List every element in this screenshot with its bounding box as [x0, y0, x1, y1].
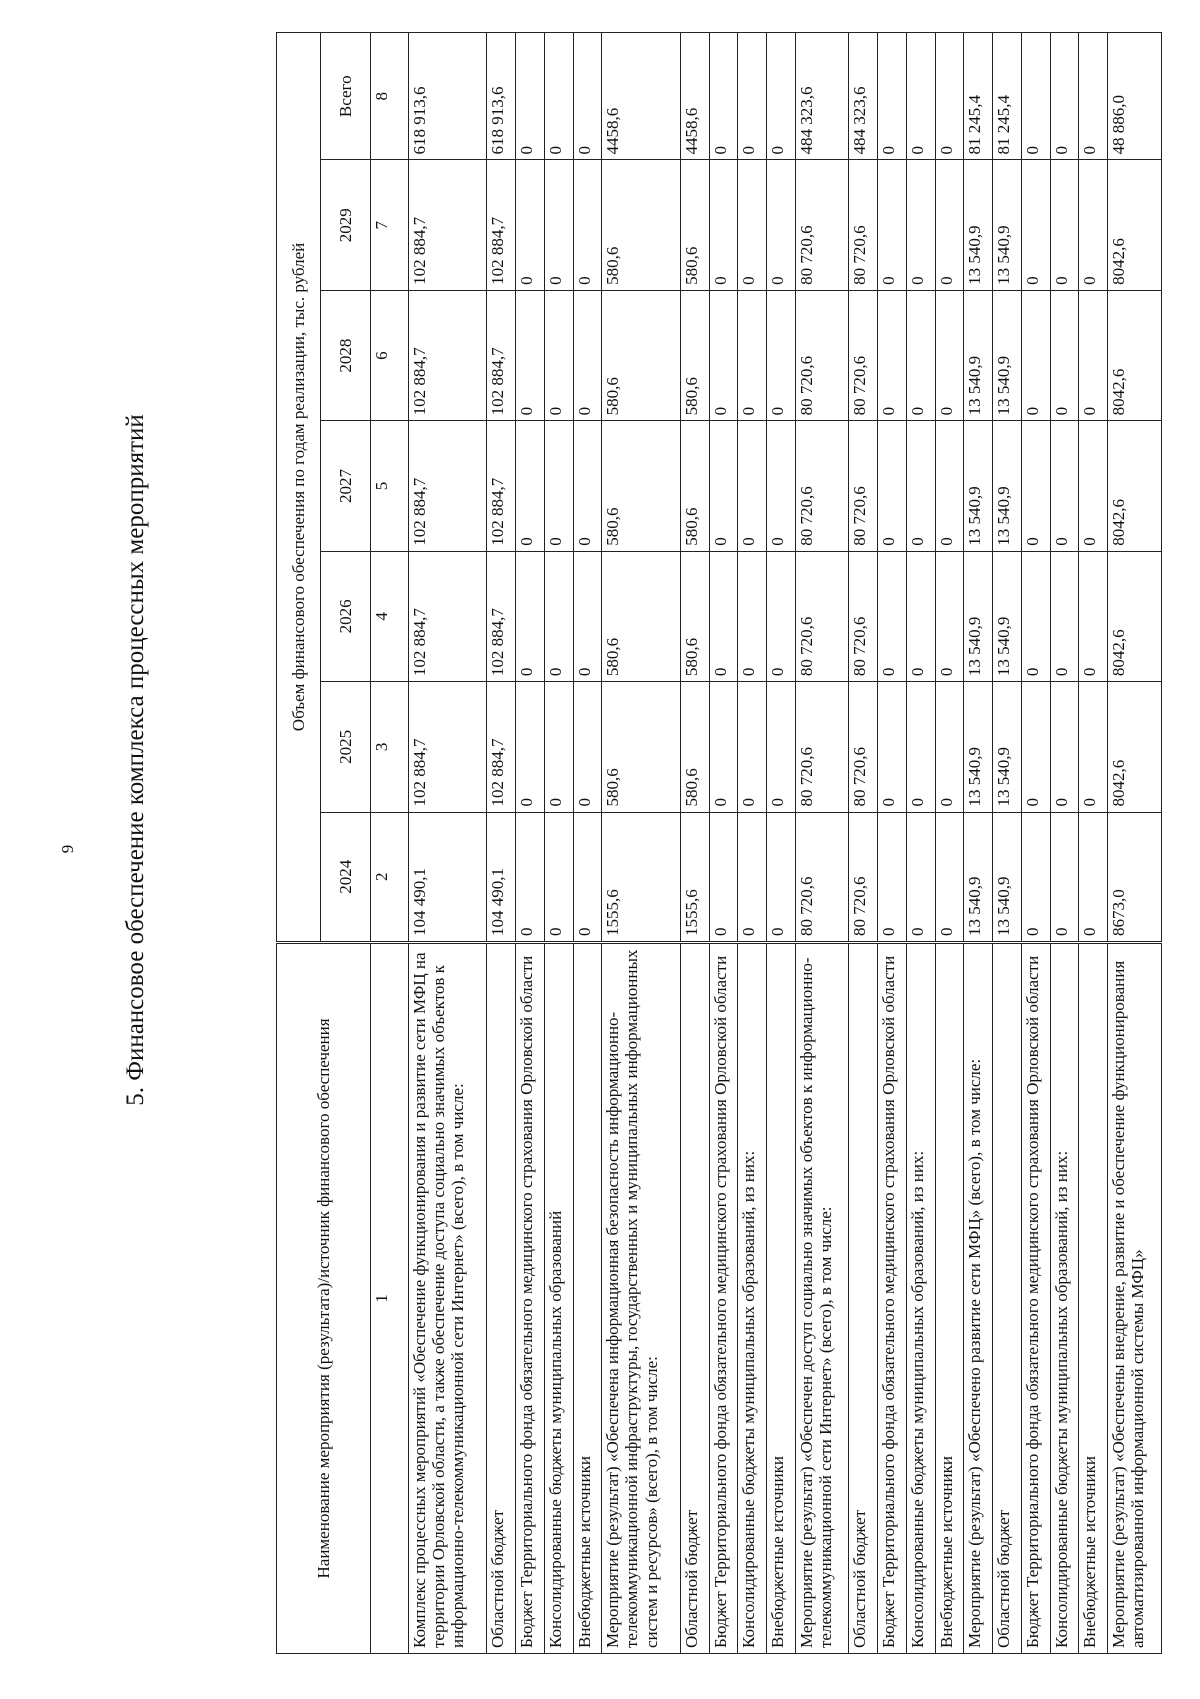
- table-row: [1021, 33, 1050, 1654]
- row-name: Мероприятие (результат) «Обеспечена информационная безопасность информационно-телекоммуникационной инфраструктуры, государственных и муниципальных информационных систем и ресурсов» (всего), в том числе:: [602, 942, 680, 1653]
- row-year-value: 102 884,7: [409, 160, 487, 290]
- row-total-value: 81 245,4: [964, 33, 993, 161]
- table-row: [878, 33, 907, 1654]
- header-year: 2027: [321, 421, 371, 551]
- row-year-value: 0: [1050, 682, 1079, 812]
- rotated-table-frame: [276, 32, 1162, 1654]
- row-name: Областной бюджет: [487, 942, 516, 1653]
- row-year-value: 13 540,9: [993, 421, 1022, 551]
- row-year-value: 0: [544, 551, 573, 681]
- row-year-value: 0: [935, 421, 964, 551]
- row-year-value: 0: [1079, 812, 1108, 942]
- row-year-value: 1555,6: [602, 812, 680, 942]
- row-year-value: 13 540,9: [964, 160, 993, 290]
- row-year-value: 0: [878, 421, 907, 551]
- row-year-value: 80 720,6: [849, 421, 878, 551]
- row-total-value: 0: [878, 33, 907, 161]
- row-year-value: 102 884,7: [409, 290, 487, 420]
- row-year-value: 80 720,6: [795, 290, 849, 420]
- row-year-value: 102 884,7: [409, 682, 487, 812]
- row-year-value: 102 884,7: [487, 290, 516, 420]
- row-total-value: 484 323,6: [849, 33, 878, 161]
- row-year-value: 0: [935, 812, 964, 942]
- row-year-value: 0: [767, 551, 796, 681]
- row-year-value: 0: [738, 290, 767, 420]
- row-year-value: 0: [516, 682, 545, 812]
- row-total-value: 0: [935, 33, 964, 161]
- row-year-value: 0: [709, 421, 738, 551]
- row-year-value: 80 720,6: [795, 160, 849, 290]
- row-year-value: 0: [1079, 160, 1108, 290]
- row-year-value: 0: [1050, 551, 1079, 681]
- row-total-value: 0: [1079, 33, 1108, 161]
- row-year-value: 0: [573, 160, 602, 290]
- row-name: Консолидированные бюджеты муниципальных образований, из них:: [906, 942, 935, 1653]
- row-year-value: 102 884,7: [409, 421, 487, 551]
- row-name: Областной бюджет: [993, 942, 1022, 1653]
- row-year-value: 8042,6: [1108, 682, 1162, 812]
- row-year-value: 0: [906, 682, 935, 812]
- row-year-value: 80 720,6: [795, 682, 849, 812]
- row-year-value: 0: [878, 682, 907, 812]
- row-year-value: 0: [573, 812, 602, 942]
- row-year-value: 80 720,6: [849, 160, 878, 290]
- row-name: Бюджет Территориального фонда обязательного медицинского страхования Орловской области: [709, 942, 738, 1653]
- row-year-value: 0: [906, 421, 935, 551]
- row-year-value: 13 540,9: [993, 682, 1022, 812]
- row-year-value: 580,6: [680, 160, 709, 290]
- row-year-value: 0: [516, 160, 545, 290]
- row-total-value: 0: [906, 33, 935, 161]
- row-total-value: 0: [738, 33, 767, 161]
- row-name: Бюджет Территориального фонда обязательного медицинского страхования Орловской области: [516, 942, 545, 1653]
- column-number: 6: [371, 290, 409, 420]
- row-total-value: 48 886,0: [1108, 33, 1162, 161]
- row-year-value: 0: [935, 682, 964, 812]
- row-year-value: 580,6: [602, 290, 680, 420]
- row-year-value: 80 720,6: [795, 421, 849, 551]
- row-year-value: 0: [544, 290, 573, 420]
- row-year-value: 0: [1021, 421, 1050, 551]
- table-row: [1108, 33, 1162, 1654]
- row-year-value: 580,6: [680, 551, 709, 681]
- row-year-value: 0: [1021, 290, 1050, 420]
- row-year-value: 0: [767, 160, 796, 290]
- row-year-value: 102 884,7: [487, 682, 516, 812]
- row-year-value: 0: [544, 682, 573, 812]
- row-year-value: 0: [544, 812, 573, 942]
- row-year-value: 0: [767, 682, 796, 812]
- row-year-value: 13 540,9: [993, 812, 1022, 942]
- row-year-value: 0: [767, 421, 796, 551]
- header-year: 2026: [321, 551, 371, 681]
- row-name: Консолидированные бюджеты муниципальных образований: [544, 942, 573, 1653]
- row-year-value: 0: [1050, 290, 1079, 420]
- row-total-value: 618 913,6: [409, 33, 487, 161]
- row-name: Мероприятие (результат) «Обеспечен доступ социально значимых объектов к информационно-телекоммуникационной сети Интернет» (всего), в том числе:: [795, 942, 849, 1653]
- row-year-value: 13 540,9: [993, 290, 1022, 420]
- row-year-value: 0: [878, 812, 907, 942]
- row-year-value: 0: [709, 682, 738, 812]
- row-year-value: 0: [1079, 421, 1108, 551]
- row-year-value: 0: [1050, 421, 1079, 551]
- row-year-value: 8673,0: [1108, 812, 1162, 942]
- header-volume: Объем финансового обеспечения по годам реализации, тыс. рублей: [277, 33, 321, 943]
- row-year-value: 80 720,6: [849, 682, 878, 812]
- row-year-value: 0: [906, 290, 935, 420]
- page-number: 9: [58, 844, 77, 854]
- row-year-value: 0: [878, 290, 907, 420]
- row-year-value: 102 884,7: [487, 551, 516, 681]
- table-row: [906, 33, 935, 1654]
- table-row: [795, 33, 849, 1654]
- header-total: Всего: [321, 33, 371, 161]
- row-year-value: 13 540,9: [964, 551, 993, 681]
- row-total-value: 618 913,6: [487, 33, 516, 161]
- row-total-value: 0: [573, 33, 602, 161]
- row-year-value: 102 884,7: [487, 160, 516, 290]
- row-total-value: 4458,6: [602, 33, 680, 161]
- column-number: 7: [371, 160, 409, 290]
- row-year-value: 0: [573, 551, 602, 681]
- header-name-column: Наименование мероприятия (результата)/источник финансового обеспечения: [277, 942, 371, 1653]
- row-year-value: 13 540,9: [964, 682, 993, 812]
- row-year-value: 13 540,9: [964, 421, 993, 551]
- row-year-value: 0: [878, 551, 907, 681]
- row-total-value: 0: [1050, 33, 1079, 161]
- column-number: 5: [371, 421, 409, 551]
- row-year-value: 80 720,6: [795, 551, 849, 681]
- row-year-value: 0: [709, 160, 738, 290]
- row-year-value: 13 540,9: [993, 551, 1022, 681]
- row-year-value: 580,6: [602, 160, 680, 290]
- row-year-value: 80 720,6: [849, 290, 878, 420]
- header-year: 2025: [321, 682, 371, 812]
- row-year-value: 0: [1021, 682, 1050, 812]
- row-year-value: 13 540,9: [964, 290, 993, 420]
- row-year-value: 580,6: [602, 682, 680, 812]
- header-year: 2024: [321, 812, 371, 942]
- table-row: [709, 33, 738, 1654]
- row-year-value: 0: [767, 812, 796, 942]
- row-year-value: 0: [935, 551, 964, 681]
- row-year-value: 13 540,9: [993, 160, 1022, 290]
- table-row: [849, 33, 878, 1654]
- header-year: 2029: [321, 160, 371, 290]
- row-name: Областной бюджет: [849, 942, 878, 1653]
- row-year-value: 0: [1079, 682, 1108, 812]
- table-row: [1079, 33, 1108, 1654]
- row-name: Комплекс процессных мероприятий «Обеспечение функционирования и развитие сети МФЦ на территории Орловской области, а также обеспечение доступа социально значимых объектов к информационно-телекоммуникационной сети Интернет» (всего), в том числе:: [409, 942, 487, 1653]
- row-year-value: 0: [516, 290, 545, 420]
- row-year-value: 0: [709, 290, 738, 420]
- row-year-value: 0: [767, 290, 796, 420]
- row-year-value: 0: [709, 812, 738, 942]
- table-row: [738, 33, 767, 1654]
- row-year-value: 0: [1021, 812, 1050, 942]
- row-year-value: 0: [516, 551, 545, 681]
- row-year-value: 80 720,6: [849, 812, 878, 942]
- row-year-value: 0: [1021, 551, 1050, 681]
- row-year-value: 8042,6: [1108, 290, 1162, 420]
- column-number: 4: [371, 551, 409, 681]
- row-total-value: 0: [767, 33, 796, 161]
- row-name: Внебюджетные источники: [573, 942, 602, 1653]
- row-total-value: 0: [709, 33, 738, 161]
- row-year-value: 0: [935, 290, 964, 420]
- row-name: Областной бюджет: [680, 942, 709, 1653]
- table-row: [1050, 33, 1079, 1654]
- row-year-value: 80 720,6: [795, 812, 849, 942]
- row-year-value: 0: [738, 551, 767, 681]
- row-year-value: 580,6: [680, 682, 709, 812]
- row-name: Внебюджетные источники: [767, 942, 796, 1653]
- row-year-value: 580,6: [602, 551, 680, 681]
- row-year-value: 0: [878, 160, 907, 290]
- row-total-value: 4458,6: [680, 33, 709, 161]
- row-year-value: 102 884,7: [487, 421, 516, 551]
- row-year-value: 1555,6: [680, 812, 709, 942]
- row-year-value: 102 884,7: [409, 551, 487, 681]
- row-year-value: 8042,6: [1108, 421, 1162, 551]
- row-year-value: 0: [544, 160, 573, 290]
- table-row: [935, 33, 964, 1654]
- table-row: [573, 33, 602, 1654]
- row-year-value: 0: [738, 812, 767, 942]
- row-year-value: 13 540,9: [964, 812, 993, 942]
- row-total-value: 81 245,4: [993, 33, 1022, 161]
- row-year-value: 8042,6: [1108, 551, 1162, 681]
- header-year: 2028: [321, 290, 371, 420]
- row-year-value: 0: [738, 682, 767, 812]
- row-year-value: 0: [573, 421, 602, 551]
- section-title: 5. Финансовое обеспечение комплекса процессных мероприятий: [122, 414, 149, 1106]
- row-year-value: 580,6: [680, 290, 709, 420]
- row-year-value: 580,6: [602, 421, 680, 551]
- row-year-value: 0: [906, 160, 935, 290]
- column-number: 2: [371, 812, 409, 942]
- row-year-value: 0: [573, 682, 602, 812]
- row-year-value: 104 490,1: [409, 812, 487, 942]
- row-name: Бюджет Территориального фонда обязательного медицинского страхования Орловской области: [878, 942, 907, 1653]
- row-name: Внебюджетные источники: [935, 942, 964, 1653]
- row-total-value: 0: [544, 33, 573, 161]
- table-row: [516, 33, 545, 1654]
- row-year-value: 0: [906, 551, 935, 681]
- row-year-value: 0: [935, 160, 964, 290]
- row-year-value: 0: [1050, 160, 1079, 290]
- row-year-value: 0: [516, 421, 545, 551]
- row-year-value: 0: [516, 812, 545, 942]
- table-row: [602, 33, 680, 1654]
- table-row: [993, 33, 1022, 1654]
- row-name: Консолидированные бюджеты муниципальных образований, из них:: [1050, 942, 1079, 1653]
- row-total-value: 0: [516, 33, 545, 161]
- row-year-value: 0: [1079, 551, 1108, 681]
- row-year-value: 0: [738, 160, 767, 290]
- column-number: 1: [371, 942, 409, 1653]
- table-row: [409, 33, 487, 1654]
- column-number: 3: [371, 682, 409, 812]
- row-total-value: 0: [1021, 33, 1050, 161]
- row-name: Мероприятие (результат) «Обеспечено развитие сети МФЦ» (всего), в том числе:: [964, 942, 993, 1653]
- table-row: [544, 33, 573, 1654]
- row-year-value: 0: [906, 812, 935, 942]
- row-year-value: 0: [738, 421, 767, 551]
- table-row: [964, 33, 993, 1654]
- row-year-value: 0: [1079, 290, 1108, 420]
- row-year-value: 8042,6: [1108, 160, 1162, 290]
- row-year-value: 0: [709, 551, 738, 681]
- row-year-value: 580,6: [680, 421, 709, 551]
- column-number: 8: [371, 33, 409, 161]
- financing-table: [276, 32, 1162, 1654]
- row-name: Бюджет Территориального фонда обязательного медицинского страхования Орловской области: [1021, 942, 1050, 1653]
- row-name: Внебюджетные источники: [1079, 942, 1108, 1653]
- row-year-value: 0: [1021, 160, 1050, 290]
- row-year-value: 0: [1050, 812, 1079, 942]
- table-row: [487, 33, 516, 1654]
- table-row: [767, 33, 796, 1654]
- table-row: [680, 33, 709, 1654]
- row-total-value: 484 323,6: [795, 33, 849, 161]
- row-year-value: 80 720,6: [849, 551, 878, 681]
- row-year-value: 0: [573, 290, 602, 420]
- row-year-value: 0: [544, 421, 573, 551]
- row-name: Консолидированные бюджеты муниципальных образований, из них:: [738, 942, 767, 1653]
- table-body: [409, 33, 1162, 1654]
- row-name: Мероприятие (результат) «Обеспечены внедрение, развитие и обеспечение функционирования автоматизированной информационной системы МФЦ»: [1108, 942, 1162, 1653]
- row-year-value: 104 490,1: [487, 812, 516, 942]
